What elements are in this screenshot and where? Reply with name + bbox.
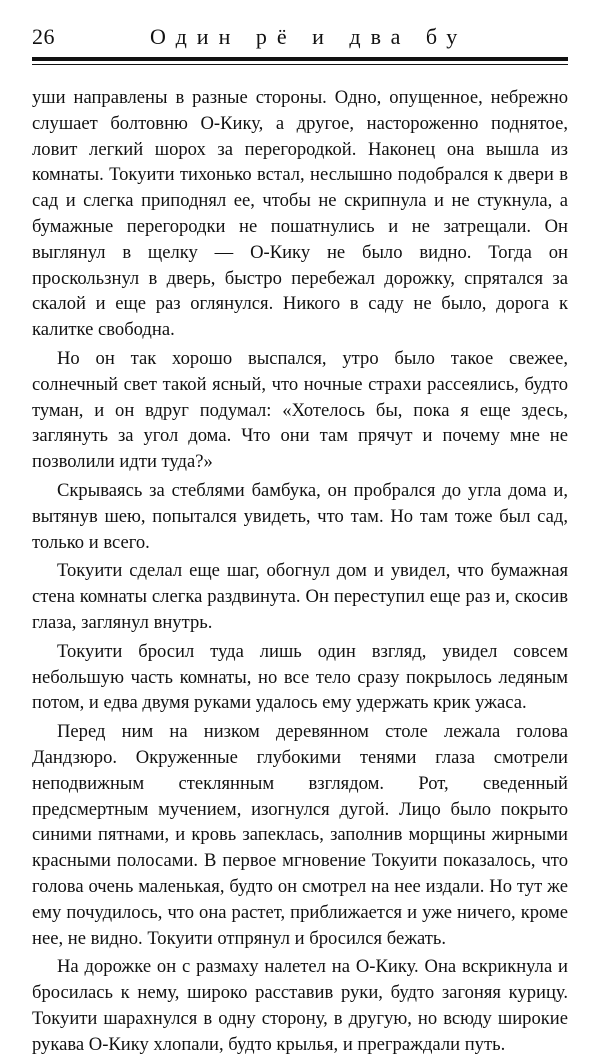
header-rule-thick — [32, 57, 568, 61]
page-text — [32, 85, 568, 1055]
paragraph: Токуити сделал еще шаг, обогнул дом и увидел, что бумажная стена комнаты слегка раздвинута. Он переступил еще раз и, скосив глаза, заглянул внутрь. — [32, 560, 568, 633]
paragraph: Но он так хорошо выспался, утро было такое свежее, солнечный свет такой ясный, что ночные страхи рассеялись, будто туман, и он вдруг подумал: «Хотелось бы, пока я еще здесь, заглянуть за угол дома. Что они там прячут и почему мне не позволили идти туда?» — [32, 347, 568, 473]
header-rule-thin — [32, 64, 568, 65]
paragraph: Перед ним на низком деревянном столе лежала голова Дандзюро. Окруженные глубокими тенями глаза смотрели неподвижным стеклянным взглядом. Рот, сведенный предсмертным мучением, изогнулся дугой. Лицо было покрыто синими пятнами, и кровь запеклась, заполнив морщины жирными красными полосами. В первое мгновение Токуити показалось, что голова очень маленькая, будто он смотрел на нее издали. Но тут же ему почудилось, что она растет, приближается и уже ничего, кроме нее, не видно. Токуити отпрянул и бросился бежать. — [32, 721, 568, 949]
running-title: Один рё и два бу — [150, 24, 468, 49]
paragraph: уши направлены в разные стороны. Одно, опущенное, небрежно слушает болтовню О-Кику, а другое, настороженно поднятое, ловит легкий шорох за перегородкой. Наконец она вышла из комнаты. Токуити тихонько встал, неслышно подобрался к двери в сад и слегка приподнял ее, чтобы не скрипнула и не стукнула, а бумажные перегородки не пошатнулись и не затрещали. Он выглянул в щелку — О-Кику не было видно. Тогда он проскользнул в дверь, быстро перебежал дорожку, спрятался за скалой и еще раз оглянулся. Никого в саду не было, дорога к калитке свободна. — [32, 87, 568, 341]
paragraph: На дорожке он с размаху налетел на О-Кику. Она вскрикнула и бросилась к нему, широко расставив руки, будто загоняя курицу. Токуити шарахнулся в одну сторону, в другую, но всюду широкие рукава О-Кику хлопали, будто крылья, и преграждали путь. — [32, 956, 568, 1055]
page-header — [32, 24, 568, 54]
paragraph: Скрываясь за стеблями бамбука, он пробрался до угла дома и, вытянув шею, попытался увидеть, что там. Но там тоже был сад, только и всего. — [32, 479, 568, 553]
page-number: 26 — [32, 24, 55, 49]
paragraph: Токуити бросил туда лишь один взгляд, увидел совсем небольшую часть комнаты, но все тело сразу покрылось ледяным потом, и едва двумя руками удалось ему удержать крик ужаса. — [32, 640, 568, 714]
